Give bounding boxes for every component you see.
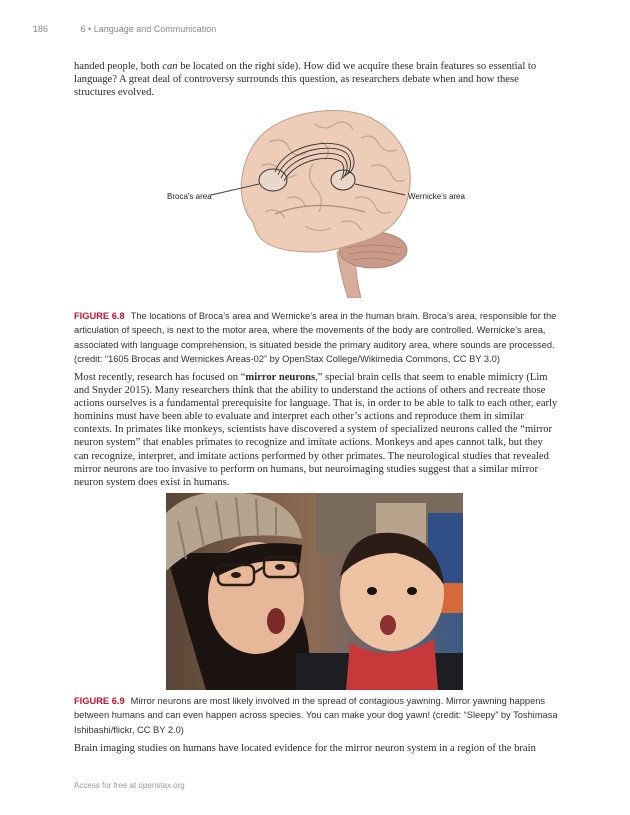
brocas-area-region [259, 169, 287, 191]
chapter-title: 6 • Language and Communication [80, 24, 217, 34]
term-mirror-neurons: mirror neurons [245, 372, 316, 383]
figure-6-9-caption [74, 694, 558, 737]
paragraph-brain-imaging: Brain imaging studies on humans have located evidence for the mirror neuron system in a region of the brain [74, 743, 536, 754]
footer-access-link[interactable]: Access for free at openstax.org [74, 781, 185, 790]
wernickes-area-region [331, 170, 355, 190]
yawning-photo [166, 493, 463, 690]
page-number: 186 [33, 24, 49, 34]
figure-6-8-label: FIGURE 6.8 [74, 311, 125, 321]
figure-6-8-caption-text: The locations of Broca’s area and Wernicke’s area in the human brain. Broca’s area, responsible for the articulation of speech, is next to the motor area, where the movements of the body are controlled. Wernicke’s area, associated with language comprehension, is situated beside the primary auditory area, where sounds are processed. (credit: “1605 Brocas and Wernickes Areas-02” by OpenStax College/Wikimedia Commons, CC BY 3.0) [74, 311, 557, 365]
figure-6-9-caption-text: Mirror neurons are most likely involved in the spread of contagious yawning. Mirror yawning happens between humans and can even happen across species. You can make your dog yawn! (credit: “Sleepy” by Toshimasa Ishibashi/flickr, CC BY 2.0) [74, 696, 558, 735]
paragraph-mirror-neurons: Most recently, research has focused on “mirror neurons,” special brain cells that seem to enable mimicry (Lim and Snyder 2015). Many researchers think that the ability to understand the actions of others and recreate those actions ourselves is a fundamental prerequisite for language. That is, in order to be able to talk to each other, early hominins must have been able to evaluate and interpret each other’s actions and reproduce them in similar contexts. In primates like monkeys, scientists have discovered a system of specialized neurons called the “mirror neuron system” that enables primates to recognize and imitate actions. Monkeys and apes cannot talk, but they can recognize, interpret, and imitate actions performed by other primates. The neurological studies that revealed mirror neurons are too invasive to perform on humans, but neuroimaging studies suggest that a similar mirror neuron system does exist in humans. [74, 372, 558, 488]
brain-figure [165, 102, 465, 298]
yawning-photo-illustration [166, 493, 463, 690]
wernickes-area-label: Wernicke's area [408, 192, 465, 201]
figure-6-9-label: FIGURE 6.9 [74, 696, 125, 706]
paragraph-intro: handed people, both can be located on the right side). How did we acquire these brain features so essential to language? A great deal of controversy surrounds this question, as researchers debate when and how these structures evolved. [74, 61, 537, 99]
emphasis-can: can [162, 61, 178, 72]
figure-6-8-caption [74, 309, 558, 367]
page-header [33, 24, 216, 34]
brocas-area-label: Broca's area [167, 192, 212, 201]
